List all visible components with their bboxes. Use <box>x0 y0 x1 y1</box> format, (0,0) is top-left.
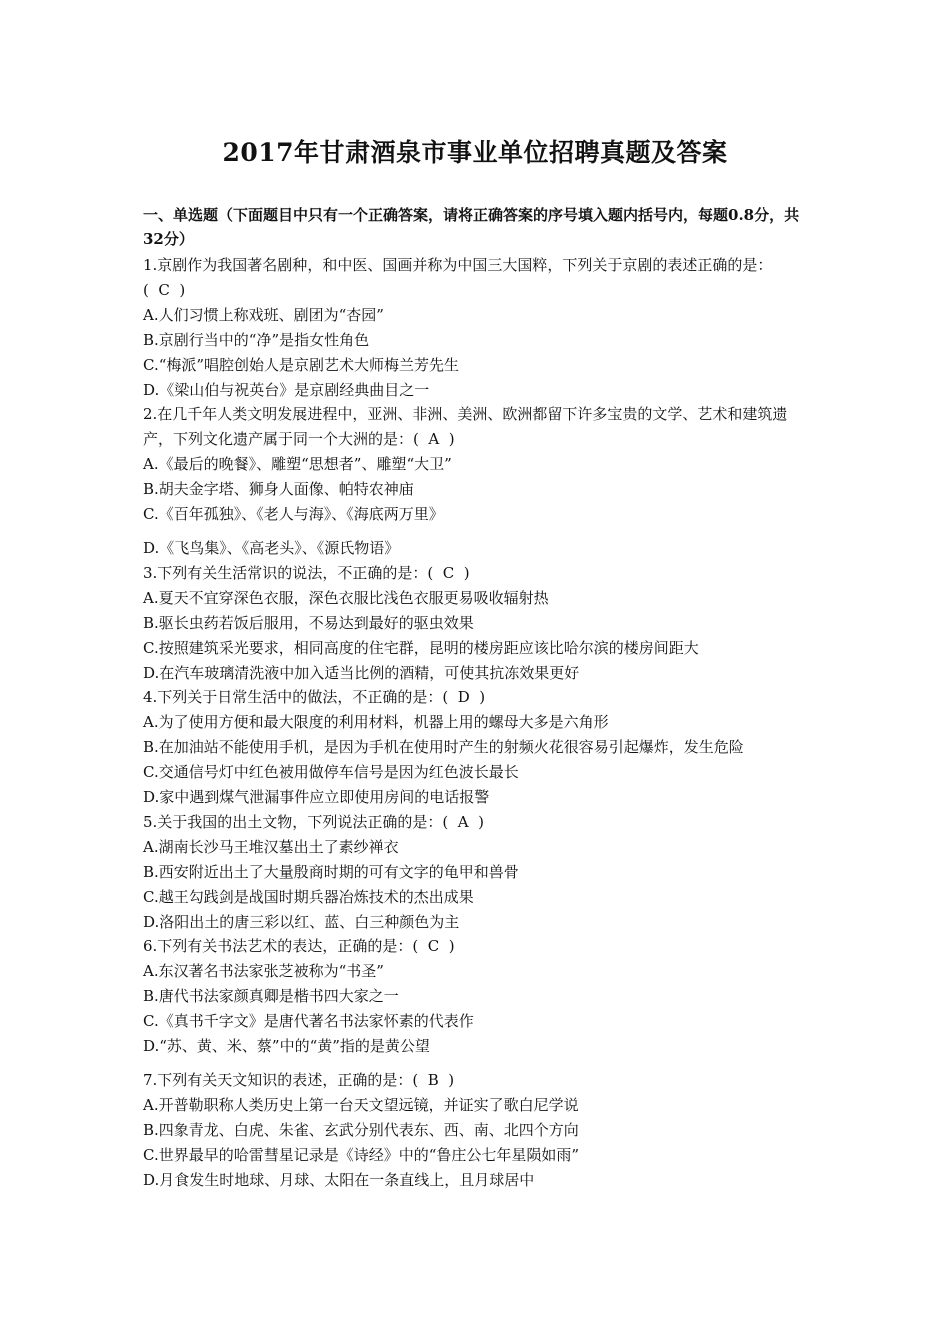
option-d: D.月食发生时地球、月球、太阳在一条直线上，且月球居中 <box>143 1170 535 1189</box>
option-c: C.《百年孤独》、《老人与海》、《海底两万里》 <box>143 505 444 524</box>
option-c: C.交通信号灯中红色被用做停车信号是因为红色波长最长 <box>143 763 519 782</box>
section-heading: 一、单选题（下面题目中只有一个正确答案，请将正确答案的序号填入题内括号内，每题0.8分，共32分） <box>143 206 800 248</box>
option-b: B.京剧行当中的“净”是指女性角色 <box>143 330 370 349</box>
option-b: B.胡夫金字塔、狮身人面像、帕特农神庙 <box>143 480 414 499</box>
question-item <box>143 253 811 402</box>
question-stem: 1.京剧作为我国著名剧种，和中医、国画并称为中国三大国粹，下列关于京剧的表述正确的是： <box>143 256 773 274</box>
option-d: D.《梁山伯与祝英台》是京剧经典曲目之一 <box>143 380 430 399</box>
answer-mark: ( D ) <box>442 688 486 707</box>
option-d: D.《飞鸟集》、《高老头》、《源氏物语》 <box>143 538 400 557</box>
question-stem: 2.在几千年人类文明发展进程中，亚洲、非洲、美洲、欧洲都留下许多宝贵的文学、艺术和建筑遗产，下列文化遗产属于同一个大洲的是： <box>143 405 788 449</box>
option-d: D.在汽车玻璃清洗液中加入适当比例的酒精，可使其抗冻效果更好 <box>143 663 580 682</box>
option-a: A.夏天不宜穿深色衣服，深色衣服比浅色衣服更易吸收辐射热 <box>143 588 549 607</box>
option-a: A.《最后的晚餐》、雕塑“思想者”、雕塑“大卫” <box>143 455 452 474</box>
option-b: B.唐代书法家颜真卿是楷书四大家之一 <box>143 987 399 1006</box>
question-stem: 3.下列有关生活常识的说法，不正确的是： <box>143 563 428 582</box>
answer-mark: ( C ) <box>427 563 470 582</box>
question-stem: 7.下列有关天文知识的表述，正确的是： <box>143 1071 413 1089</box>
answer-mark: ( C ) <box>143 280 186 299</box>
option-a: A.东汉著名书法家张芝被称为“书圣” <box>143 962 384 981</box>
option-d: D.“苏、黄、米、蔡”中的“黄”指的是黄公望 <box>143 1037 430 1056</box>
question-stem: 4.下列关于日常生活中的做法，不正确的是： <box>143 688 443 707</box>
answer-mark: ( A ) <box>442 812 484 831</box>
option-c: C.越王勾践剑是战国时期兵器冶炼技术的杰出成果 <box>143 887 474 906</box>
option-c: C.世界最早的哈雷彗星记录是《诗经》中的“鲁庄公七年星陨如雨” <box>143 1145 580 1164</box>
question-item <box>143 685 811 810</box>
option-b: B.西安附近出土了大量殷商时期的可有文字的龟甲和兽骨 <box>143 862 519 881</box>
question-item <box>143 402 811 560</box>
option-d: D.家中遇到煤气泄漏事件应立即使用房间的电话报警 <box>143 788 490 807</box>
answer-mark: ( B ) <box>412 1071 455 1089</box>
question-item <box>143 934 811 1059</box>
question-stem: 6.下列有关书法艺术的表达，正确的是： <box>143 937 413 956</box>
question-item <box>143 1068 811 1193</box>
option-b: B.在加油站不能使用手机，是因为手机在使用时产生的射频火花很容易引起爆炸，发生危险 <box>143 738 744 757</box>
question-item <box>143 561 811 686</box>
option-b: B.四象青龙、白虎、朱雀、玄武分别代表东、西、南、北四个方向 <box>143 1120 579 1139</box>
answer-mark: ( A ) <box>413 430 455 449</box>
option-c: C.“梅派”唱腔创始人是京剧艺术大师梅兰芳先生 <box>143 355 460 374</box>
option-a: A.人们习惯上称戏班、剧团为“杏园” <box>143 305 384 324</box>
option-a: A.为了使用方便和最大限度的利用材料，机器上用的螺母大多是六角形 <box>143 713 609 732</box>
question-item <box>143 810 811 935</box>
option-c: C.《真书千字文》是唐代著名书法家怀素的代表作 <box>143 1012 474 1031</box>
question-stem: 5.关于我国的出土文物，下列说法正确的是： <box>143 812 443 831</box>
option-b: B.驱长虫药若饭后服用，不易达到最好的驱虫效果 <box>143 613 474 632</box>
document-title: 2017年甘肃酒泉市事业单位招聘真题及答案 <box>222 138 728 167</box>
answer-mark: ( C ) <box>412 937 455 956</box>
option-d: D.洛阳出土的唐三彩以红、蓝、白三种颜色为主 <box>143 912 460 931</box>
option-a: A.湖南长沙马王堆汉墓出土了素纱禅衣 <box>143 837 399 856</box>
option-c: C.按照建筑采光要求，相同高度的住宅群，昆明的楼房距应该比哈尔滨的楼房间距大 <box>143 638 699 657</box>
question-list <box>143 253 811 1193</box>
option-a: A.开普勒职称人类历史上第一台天文望远镜，并证实了歌白尼学说 <box>143 1095 579 1114</box>
